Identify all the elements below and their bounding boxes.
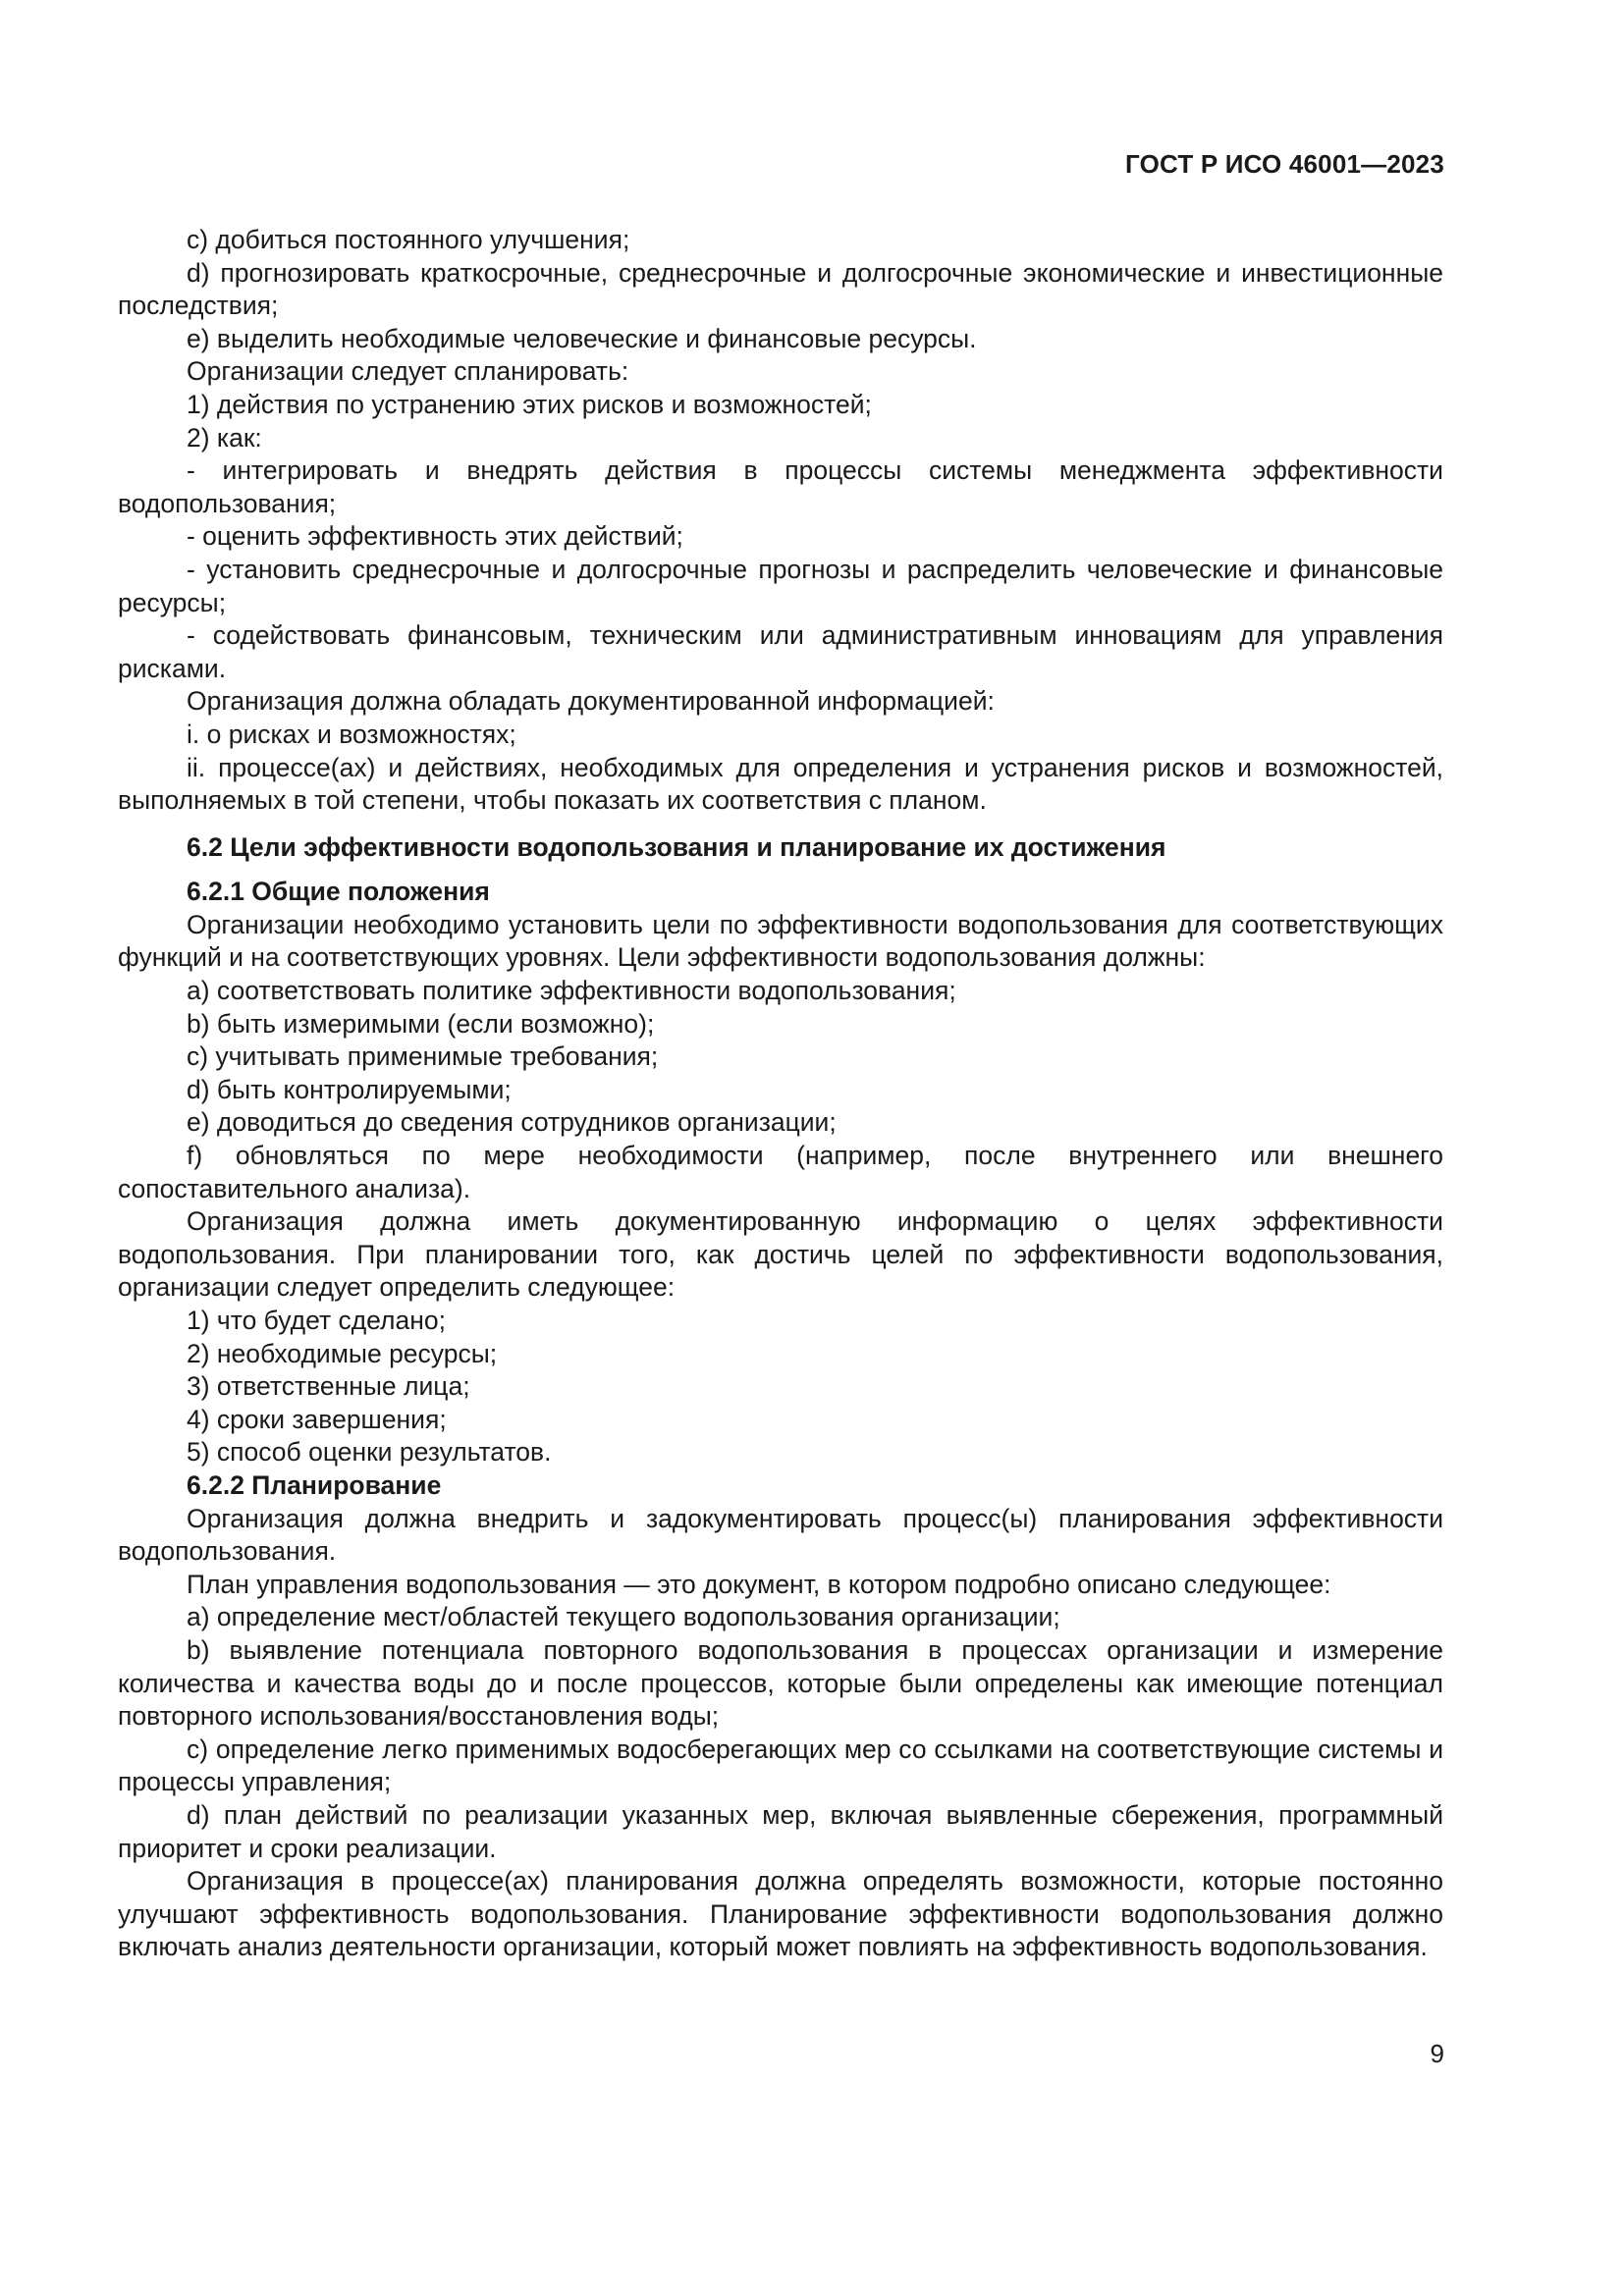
list-item-f: f) обновляться по мере необходимости (например, после внутреннего или внешнего сопоставительного анализа).	[118, 1141, 1443, 1203]
dash-item: - оценить эффективность этих действий;	[187, 521, 683, 552]
paragraph: Организации необходимо установить цели по эффективности водопользования для соответствующих функций и на соответствующих уровнях. Цели эффективности водопользования должны:	[118, 909, 1443, 973]
list-item-5: 5) способ оценки результатов.	[187, 1437, 552, 1468]
list-item-3: 3) ответственные лица;	[187, 1371, 470, 1402]
list-item-c: с) определение легко применимых водосберегающих мер со ссылками на соответствующие системы и процессы управления;	[118, 1734, 1443, 1797]
section-heading-6-2-2: 6.2.2 Планирование	[187, 1469, 442, 1500]
paragraph: Организация должна иметь документированную информацию о целях эффективности водопользования. При планировании того, как достичь целей по эффективности водопользования, организации следует определить следующее:	[118, 1206, 1443, 1303]
list-item-e: е) доводиться до сведения сотрудников организации;	[187, 1107, 837, 1138]
page-number: 9	[1430, 2039, 1444, 2068]
list-item-a: а) определение мест/областей текущего водопользования организации;	[187, 1602, 1060, 1632]
dash-item: - содействовать финансовым, техническим или административным инновациям для управления рисками.	[118, 620, 1443, 683]
paragraph: Организации следует спланировать:	[187, 356, 629, 387]
list-item-d: d) быть контролируемыми;	[187, 1074, 512, 1104]
list-item-2: 2) как:	[187, 422, 262, 453]
list-item-ii: ii. процессе(ах) и действиях, необходимых для определения и устранения рисков и возможностей, выполняемых в той степени, чтобы показать их соответствия с планом.	[118, 752, 1443, 816]
list-item-2: 2) необходимые ресурсы;	[187, 1338, 498, 1368]
paragraph: Организация должна обладать документированной информацией:	[187, 686, 995, 717]
list-item-b: b) выявление потенциала повторного водопользования в процессах организации и измерение количества и качества воды до и после процессов, которые были определены как имеющие потенциал повторного использования/восстановления воды;	[118, 1634, 1443, 1732]
dash-item: - интегрировать и внедрять действия в процессы системы менеджмента эффективности водопользования;	[118, 455, 1443, 518]
list-item-i: i. о рисках и возможностях;	[187, 719, 516, 749]
list-item-d: d) план действий по реализации указанных мер, включая выявленные сбережения, программный приоритет и сроки реализации.	[118, 1799, 1443, 1863]
section-heading-6-2-1: 6.2.1 Общие положения	[187, 877, 490, 907]
list-item-c: с) учитывать применимые требования;	[187, 1041, 659, 1072]
list-item-4: 4) сроки завершения;	[187, 1404, 447, 1434]
paragraph: План управления водопользования — это документ, в котором подробно описано следующее:	[187, 1569, 1331, 1599]
list-item-e: е) выделить необходимые человеческие и финансовые ресурсы.	[187, 323, 977, 353]
list-item-1: 1) что будет сделано;	[187, 1306, 446, 1335]
list-item-b: b) быть измеримыми (если возможно);	[187, 1008, 655, 1039]
list-item-1: 1) действия по устранению этих рисков и возможностей;	[187, 389, 872, 419]
list-item-c: с) добиться постоянного улучшения;	[187, 225, 630, 254]
section-heading-6-2: 6.2 Цели эффективности водопользования и планирование их достижения	[187, 831, 1166, 862]
paragraph: Организация в процессе(ах) планирования должна определять возможности, которые постоянно улучшают эффективность водопользования. Планирование эффективности водопользования должно включать анализ деятельности организации, который может повлиять на эффективность водопользования.	[118, 1866, 1443, 1962]
dash-item: - установить среднесрочные и долгосрочные прогнозы и распределить человеческие и финансовые ресурсы;	[118, 554, 1443, 617]
page-body	[118, 224, 1443, 1964]
list-item-d: d) прогнозировать краткосрочные, среднесрочные и долгосрочные экономические и инвестиционные последствия;	[118, 257, 1443, 321]
paragraph: Организация должна внедрить и задокументировать процесс(ы) планирования эффективности водопользования.	[118, 1503, 1443, 1567]
list-item-a: а) соответствовать политике эффективности водопользования;	[187, 976, 956, 1006]
document-code: ГОСТ Р ИСО 46001—2023	[1124, 149, 1444, 179]
